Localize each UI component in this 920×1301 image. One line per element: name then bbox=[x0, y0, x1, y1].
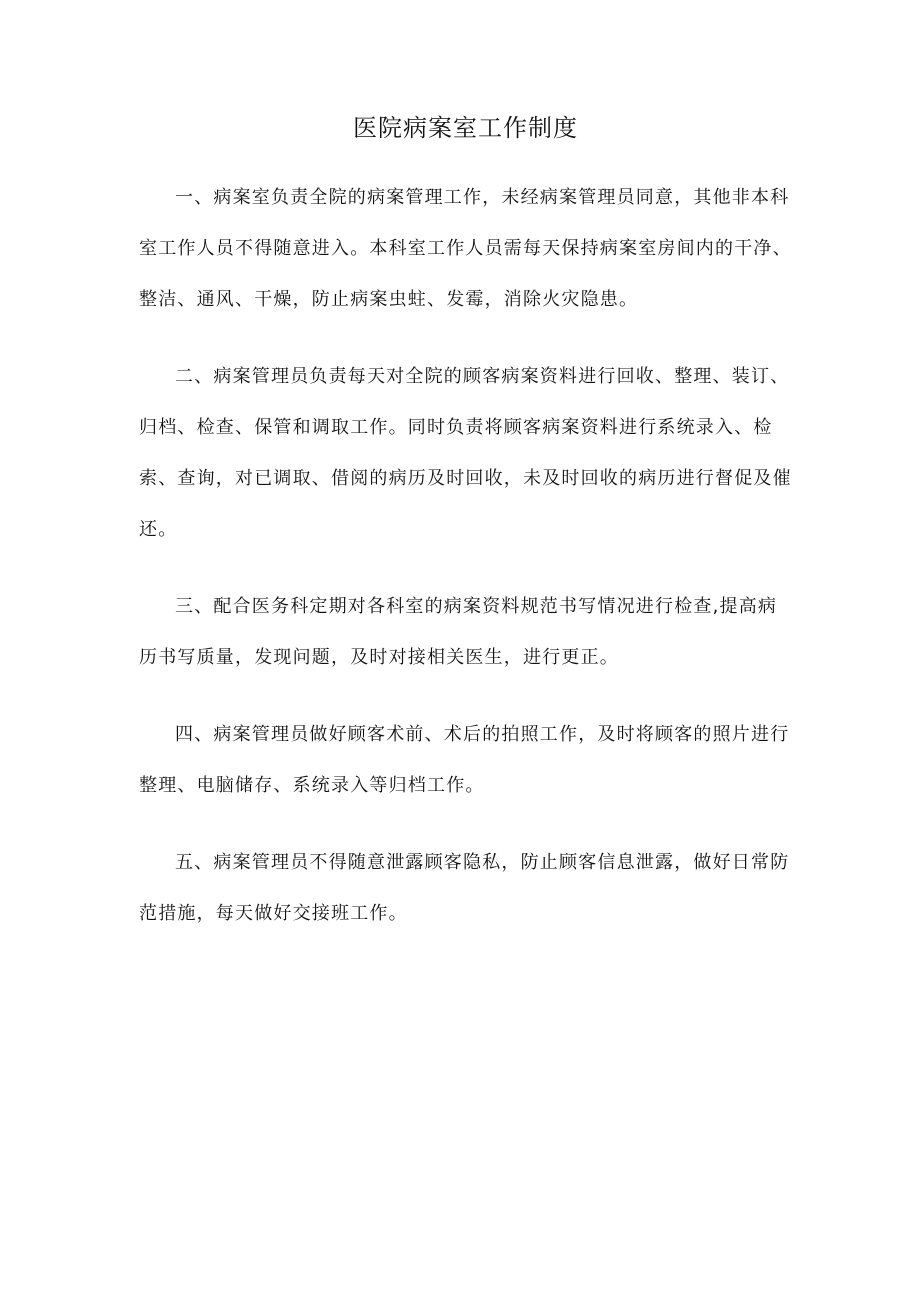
paragraph-5: 五、病案管理员不得随意泄露顾客隐私，防止顾客信息泄露，做好日常防范措施，每天做好交接班工作。 bbox=[139, 851, 790, 924]
paragraph-4: 四、病案管理员做好顾客术前、术后的拍照工作，及时将顾客的照片进行整理、电脑储存、系统录入等归档工作。 bbox=[139, 723, 790, 796]
paragraph-3: 三、配合医务科定期对各科室的病案资料规范书写情况进行检查,提高病历书写质量，发现问题，及时对接相关医生，进行更正。 bbox=[139, 595, 778, 668]
paragraph-2: 二、病案管理员负责每天对全院的顾客病案资料进行回收、整理、装订、归档、检查、保管和调取工作。同时负责将顾客病案资料进行系统录入、检索、查询，对已调取、借阅的病历及时回收，未及时回收的病历进行督促及催还。 bbox=[139, 365, 792, 540]
paragraph-1: 一、病案室负责全院的病案管理工作，未经病案管理员同意，其他非本科室工作人员不得随意进入。本科室工作人员需每天保持病案室房间内的干净、整洁、通风、干燥，防止病案虫蛀、发霉，消除火灾隐患。 bbox=[139, 186, 792, 310]
document-title: 医院病案室工作制度 bbox=[353, 114, 578, 142]
